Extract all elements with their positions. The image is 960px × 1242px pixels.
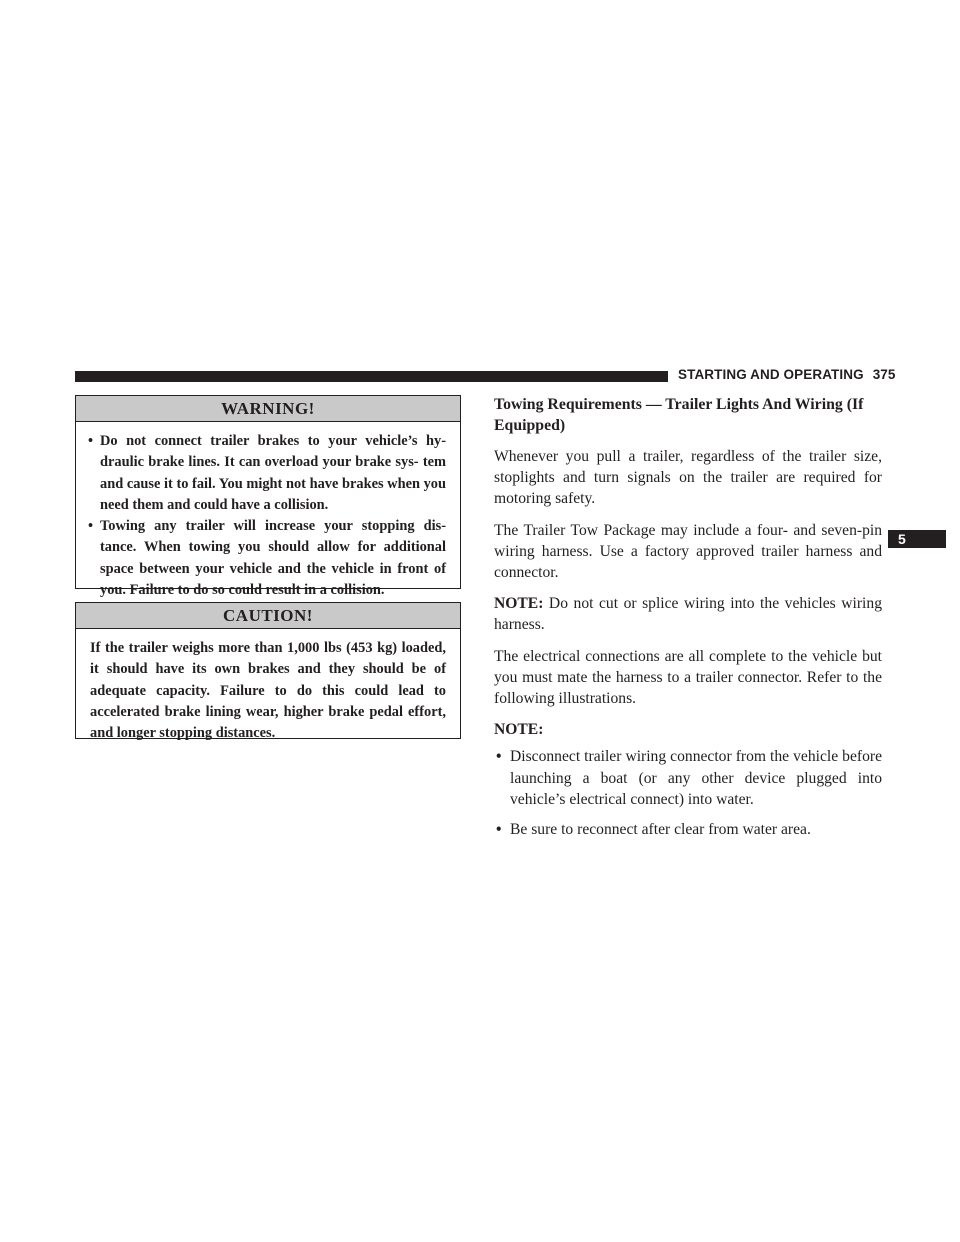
warning-item [90, 516, 446, 601]
section-title: STARTING AND OPERATING [678, 367, 864, 382]
note-heading: NOTE: [494, 721, 544, 739]
header-rule [75, 371, 668, 382]
note-paragraph [494, 593, 882, 635]
warning-item-text: Do not connect trailer brakes to your vehicle’s hy- draulic brake lines. It can overload your brake sys- tem and cause it to fail. You might not have brakes when you need them and could have a collision. [100, 433, 446, 513]
paragraph: The electrical connections are all complete to the vehicle but you must mate the harness to a trailer connector. Refer to the following illustrations. [494, 647, 882, 708]
warning-list [90, 431, 446, 601]
warning-body [76, 422, 460, 601]
chapter-tab: 5 [888, 530, 946, 548]
warning-item [90, 431, 446, 516]
bullet-icon: • [496, 821, 502, 839]
warning-item-text: Towing any trailer will increase your stopping dis- tance. When towing you should allow for additional space between your vehicle and the vehicle in front of you. Failure to do so could result in a collision. [100, 518, 446, 599]
bullet-icon: • [88, 433, 94, 449]
paragraph: Whenever you pull a trailer, regardless of the trailer size, stoplights and turn signals on the trailer are required for motoring safety. [494, 448, 882, 508]
main-content [494, 395, 882, 849]
section-heading: Towing Requirements — Trailer Lights And Wiring (If Equipped) [494, 396, 864, 434]
note-list [494, 746, 882, 840]
note-label: NOTE: [494, 595, 544, 613]
warning-box [75, 395, 461, 599]
list-item-text: Be sure to reconnect after clear from water area. [510, 821, 811, 839]
running-header [678, 367, 896, 382]
paragraph: The Trailer Tow Package may include a four- and seven-pin wiring harness. Use a factory approved trailer harness and connector. [494, 521, 882, 582]
list-item [494, 819, 882, 840]
bullet-icon: • [88, 518, 94, 535]
list-item [494, 746, 882, 810]
caution-body: If the trailer weighs more than 1,000 lbs (453 kg) loaded, it should have its own brakes and they should be of adequate capacity. Failure to do this could lead to accelerated brake lining wear, higher brake pedal effort, and longer stopping distances. [90, 640, 446, 742]
warning-title: WARNING! [76, 396, 460, 422]
caution-title: CAUTION! [76, 603, 460, 629]
bullet-icon: • [496, 748, 502, 766]
caution-box [75, 602, 461, 742]
list-item-text: Disconnect trailer wiring connector from the vehicle before launching a boat (or any other device plugged into vehicle’s electrical connect) into water. [510, 748, 882, 808]
page-number: 375 [872, 367, 896, 382]
note-text: Do not cut or splice wiring into the vehicles wiring harness. [494, 595, 882, 634]
